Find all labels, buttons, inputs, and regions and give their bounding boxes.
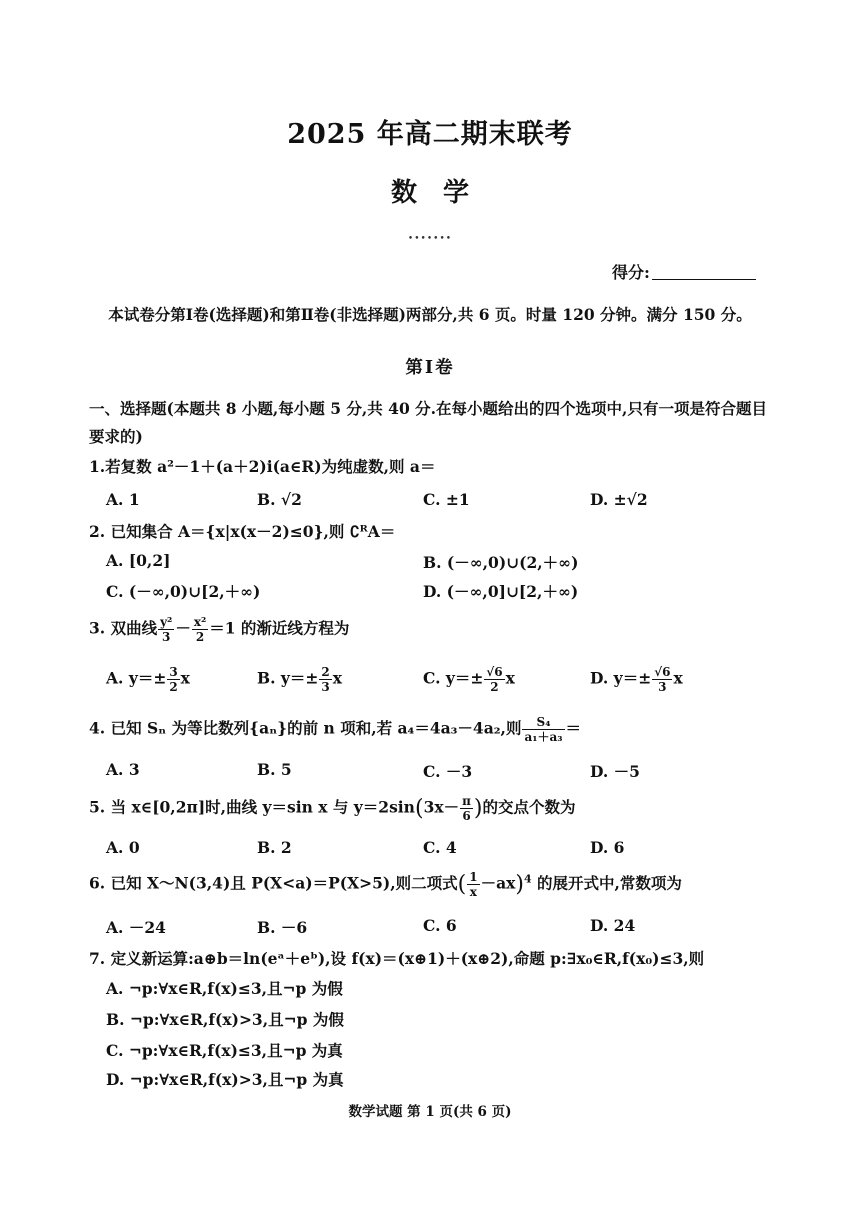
score-blank[interactable] xyxy=(652,265,756,280)
q3-option-a[interactable]: A. y＝± $\frac{3}{2}$ x xyxy=(106,665,190,694)
question-5: 5. 当 x∈[0,2π]时,曲线 y＝sin x 与 y＝2sin(3x－ $\frac{\pi}{6}$ )的交点个数为 xyxy=(89,794,576,823)
q3-option-c[interactable]: C. y＝± $\frac{√6}{2}$ x xyxy=(423,665,515,694)
section-title: 第Ⅰ卷 xyxy=(405,358,455,378)
question-4: 4. 已知 Sₙ 为等比数列{aₙ}的前 n 项和,若 a₄＝4a₃－4a₂,则 $\frac{\text{S₄}}{\text{a₁＋a₃}}$ ＝ xyxy=(89,715,582,744)
part-heading-cont: 要求的) xyxy=(89,427,143,446)
q2-option-c[interactable]: C. (－∞,0)∪[2,＋∞) xyxy=(106,582,261,601)
q1-option-c[interactable]: C. ±1 xyxy=(423,490,470,509)
q3-option-b[interactable]: B. y＝± $\frac{2}{3}$ x xyxy=(257,665,342,694)
q1-option-a[interactable]: A. 1 xyxy=(106,490,140,509)
score-label: 得分: xyxy=(612,263,650,282)
question-7: 7. 定义新运算:a⊕b＝ln(eᵃ＋eᵇ),设 f(x)＝(x⊕1)＋(x⊕2),命题 p:∃x₀∈R,f(x₀)≤3,则 xyxy=(89,949,705,968)
q5-option-b[interactable]: B. 2 xyxy=(257,838,292,857)
q5-option-c[interactable]: C. 4 xyxy=(423,838,457,857)
q5-option-a[interactable]: A. 0 xyxy=(106,838,140,857)
question-2: 2. 已知集合 A＝{x|x(x－2)≤0},则 ∁ᴿA＝ xyxy=(89,522,396,541)
q4-option-d[interactable]: D. －5 xyxy=(590,762,640,781)
q4-option-c[interactable]: C. －3 xyxy=(423,762,473,781)
q7-option-a[interactable]: A. ¬p:∀x∈R,f(x)≤3,且¬p 为假 xyxy=(106,979,343,998)
q1-option-b[interactable]: B. √2 xyxy=(257,490,302,509)
question-1: 1.若复数 a²－1＋(a＋2)i(a∈R)为纯虚数,则 a＝ xyxy=(89,457,436,476)
q3-frac-y: $\frac{\text{y²}}{3}$ xyxy=(160,615,173,644)
question-6: 6. 已知 X～N(3,4)且 P(X<a)＝P(X>5),则二项式( $\frac{1}{x}$ －ax)$^4$ 的展开式中,常数项为 xyxy=(89,870,682,899)
q3-option-d[interactable]: D. y＝± $\frac{√6}{3}$ x xyxy=(590,665,683,694)
q2-option-b[interactable]: B. (－∞,0)∪(2,＋∞) xyxy=(423,553,579,572)
q7-option-d[interactable]: D. ¬p:∀x∈R,f(x)>3,且¬p 为真 xyxy=(106,1070,344,1089)
part-heading: 一、选择题(本题共 8 小题,每小题 5 分,共 40 分.在每小题给出的四个选项中,只有一项是符合题目 xyxy=(89,399,767,418)
q7-option-c[interactable]: C. ¬p:∀x∈R,f(x)≤3,且¬p 为真 xyxy=(106,1041,343,1060)
q4-option-a[interactable]: A. 3 xyxy=(106,760,140,779)
q1-option-d[interactable]: D. ±√2 xyxy=(590,490,648,509)
q6-option-d[interactable]: D. 24 xyxy=(590,916,636,935)
exam-intro: 本试卷分第Ⅰ卷(选择题)和第Ⅱ卷(非选择题)两部分,共 6 页。时量 120 分钟。满分 150 分。 xyxy=(108,305,752,324)
page-footer: 数学试题 第 1 页(共 6 页) xyxy=(348,1104,512,1120)
q6-option-a[interactable]: A. －24 xyxy=(106,918,166,937)
ornament: ••••••• xyxy=(407,234,453,244)
question-3: 3. 双曲线 $\frac{\text{y²}}{3}$ － $\frac{\text{x²}}{2}$ ＝1 的渐近线方程为 xyxy=(89,615,350,644)
q2-option-d[interactable]: D. (－∞,0]∪[2,＋∞) xyxy=(423,582,579,601)
q2-option-a[interactable]: A. [0,2] xyxy=(106,551,171,570)
score-field xyxy=(612,260,756,283)
q5-option-d[interactable]: D. 6 xyxy=(590,838,625,857)
exam-title: 2025 年高二期末联考 xyxy=(287,119,573,150)
q3-frac-x: $\frac{\text{x²}}{2}$ xyxy=(193,615,207,644)
q7-option-b[interactable]: B. ¬p:∀x∈R,f(x)>3,且¬p 为假 xyxy=(106,1010,344,1029)
q4-frac: $\frac{\text{S₄}}{\text{a₁＋a₃}}$ xyxy=(524,715,563,744)
q4-option-b[interactable]: B. 5 xyxy=(257,760,292,779)
q6-option-c[interactable]: C. 6 xyxy=(423,916,457,935)
q6-option-b[interactable]: B. －6 xyxy=(257,918,308,937)
subject-title: 数学 xyxy=(390,178,495,208)
